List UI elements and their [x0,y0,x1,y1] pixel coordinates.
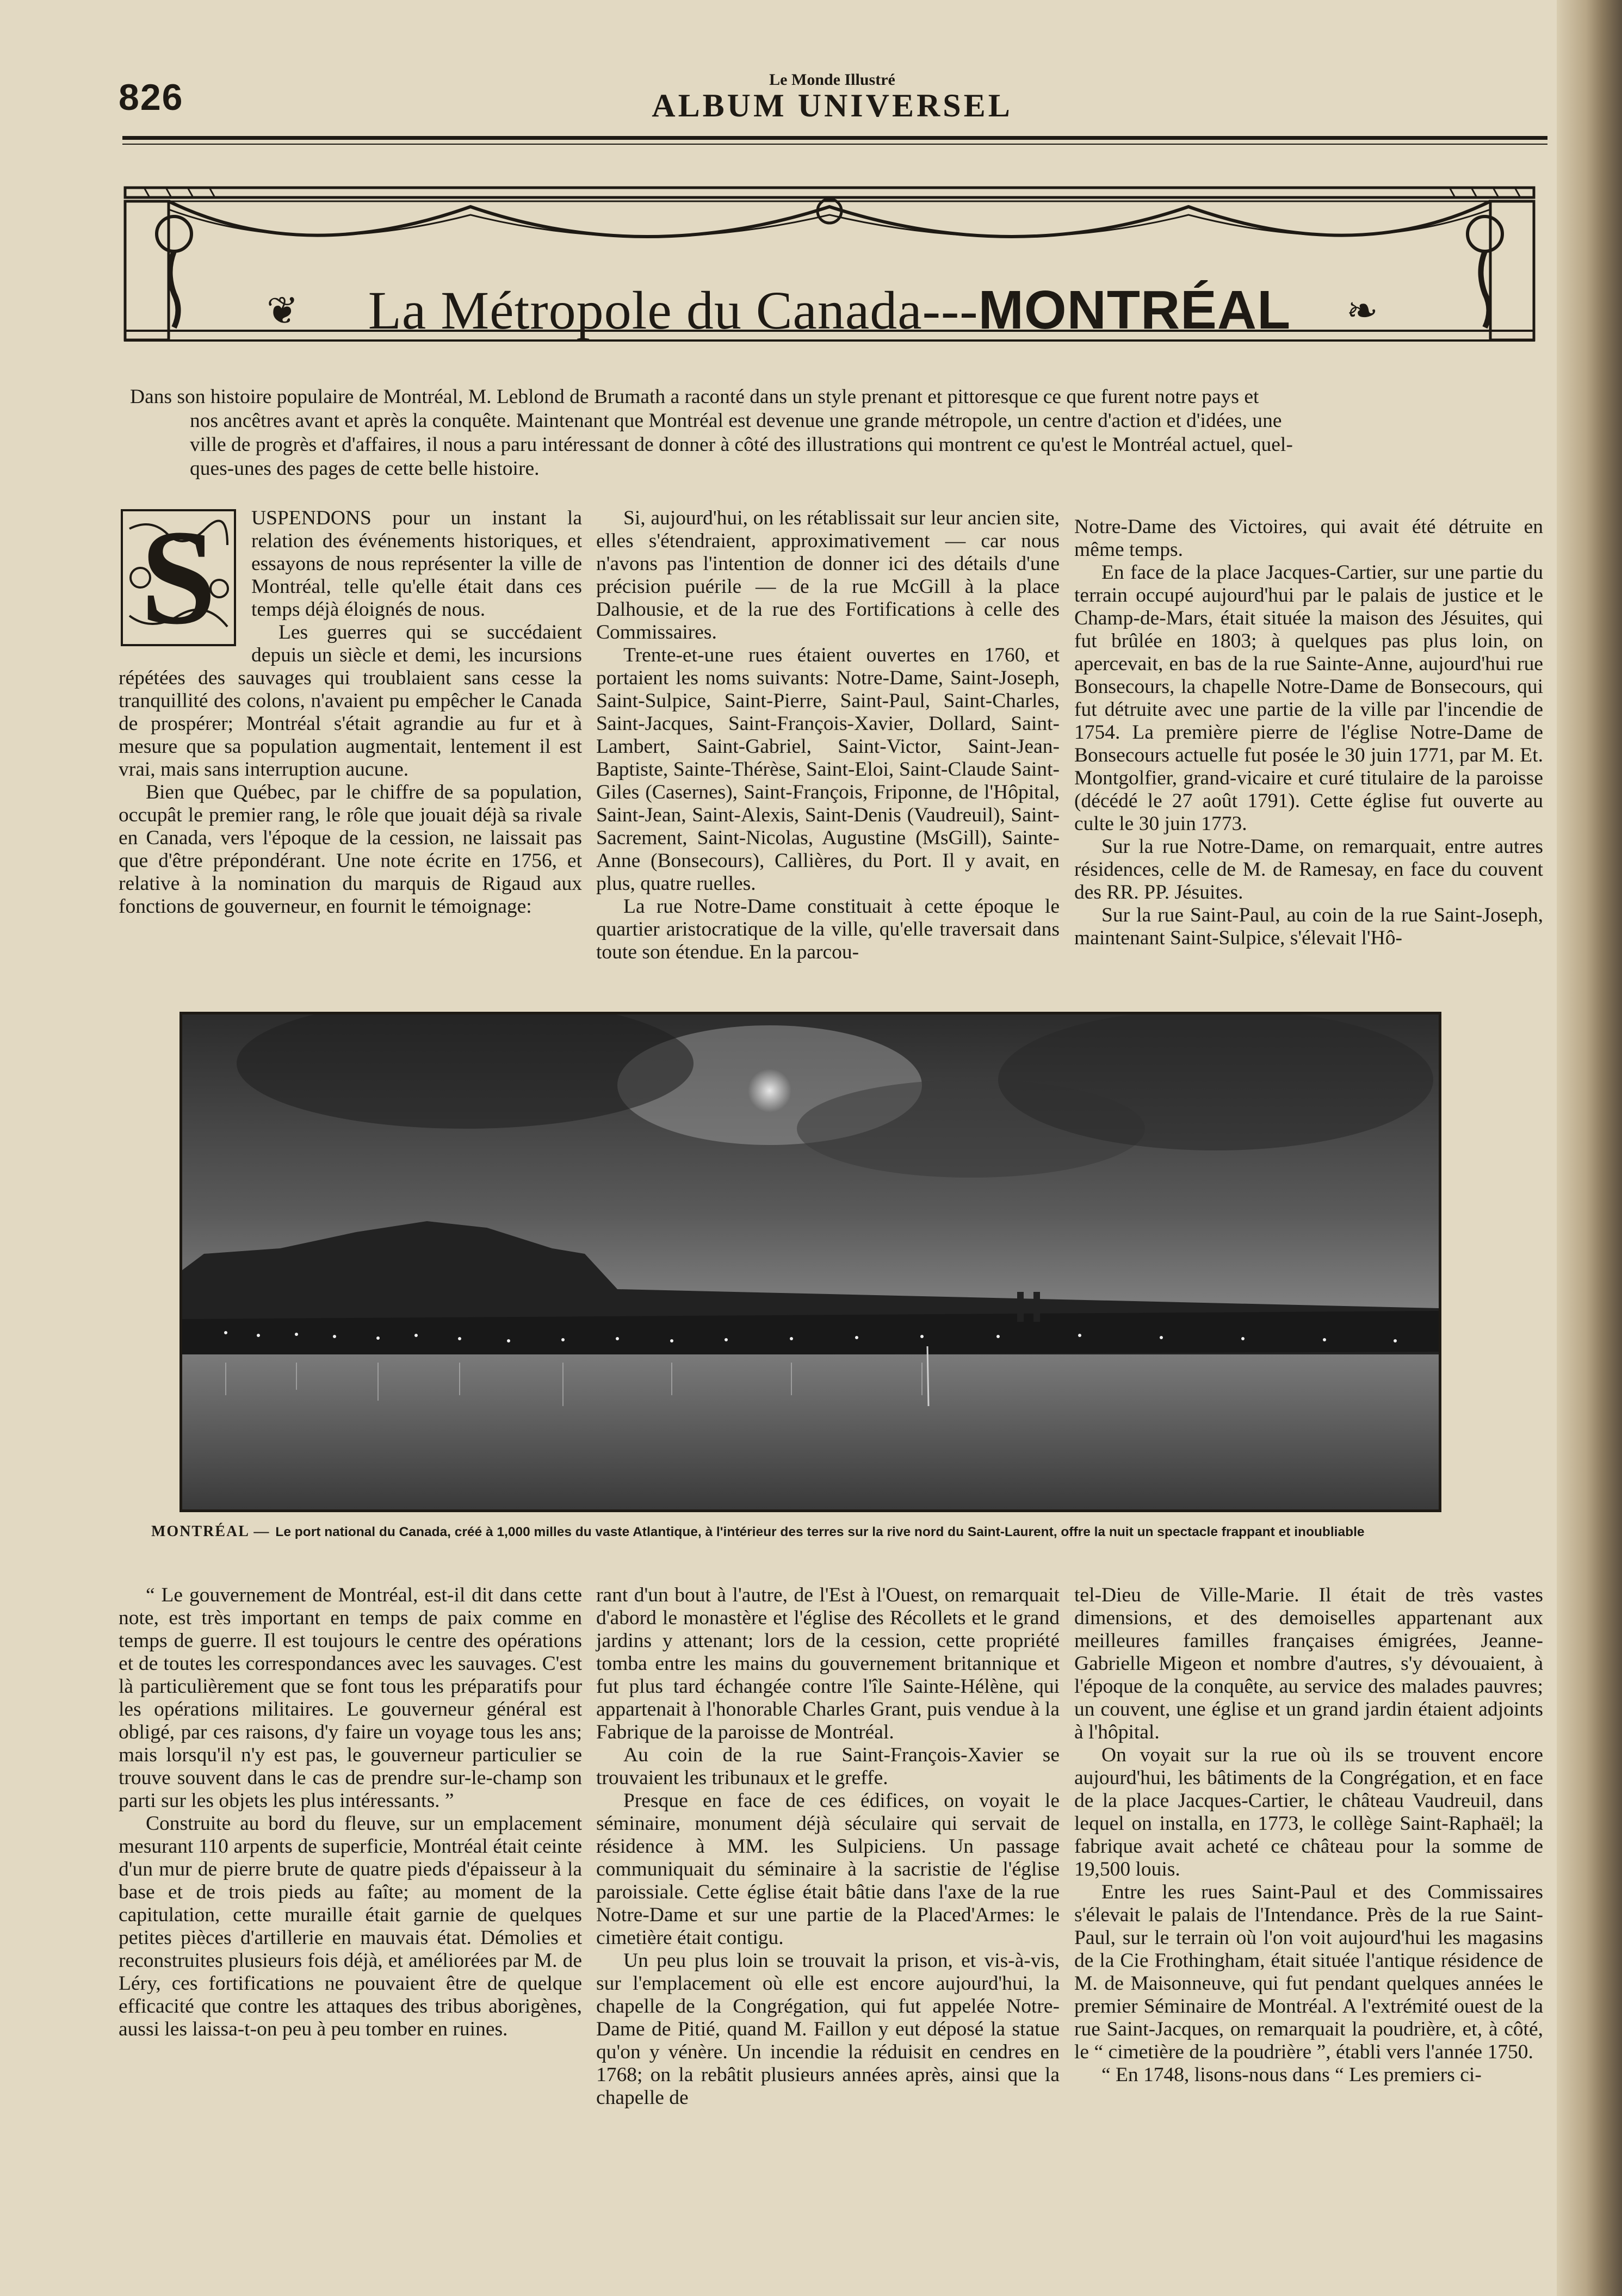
paragraph: USPENDONS pour un instant la relation des événements historiques, et essayons de nous représenter la ville de Montréal, telle qu'elle était dans ces temps déjà éloignés de nous. [251,507,582,621]
page-gutter-shadow [1557,0,1622,2296]
column-2-top [596,507,1060,964]
paragraph: On voyait sur la rue où ils se trouvent encore aujourd'hui, les bâtiments de la Congrégation, et en face de la place Jacques-Cartier, le château Vaudreuil, dans lequel on installa, en 1773, le collège Saint-Raphaël; la fabrique avait acheté ce château pour la somme de 19,500 louis. [1074,1744,1543,1880]
headline-part-1: La Métropole du Canada--- [368,280,979,341]
paragraph: Sur la rue Notre-Dame, on remarquait, entre autres résidences, celle de M. de Ramesay, en face du couvent des RR. PP. Jésuites. [1074,836,1543,903]
column-1-top [119,502,582,918]
column-1-bottom [119,1584,582,2041]
caption-text: Le port national du Canada, créé à 1,000 milles du vaste Atlantique, à l'intérieur des terres sur la rive nord du Saint-Laurent, offre la nuit un spectacle frappant et inoubliable [275,1525,1365,1539]
paragraph: La rue Notre-Dame constituait à cette époque le quartier aristocratique de la ville, qu'elle traversait dans toute son étendue. En la parcou- [596,895,1060,963]
fleuron-right-icon: ❧ [1346,290,1378,332]
intro-paragraph [130,385,1531,481]
article-headline [122,277,1537,343]
photo-caption [151,1523,1489,1540]
intro-line: nos ancêtres avant et après la conquête. Maintenant que Montréal est devenue une grande métropole, un centre d'action et d'idées, une [190,410,1282,432]
intro-line: ques-unes des pages de cette belle histoire. [190,457,540,480]
paragraph: Presque en face de ces édifices, on voyait le séminaire, monument déjà séculaire qui servait de résidence à MM. les Sulpiciens. Un passage communiquait du séminaire à la sacristie de l'église paroissiale. Cette église était bâtie dans l'axe de la rue Notre-Dame et sur une partie de la Placed'Armes: le cimetière était contigu. [596,1790,1060,1949]
journal-subtitle: Le Monde Illustré [769,71,895,89]
intro-line: Dans son histoire populaire de Montréal, M. Leblond de Brumath a raconté dans un style prenant et pittoresque ce que furent notre pays et [130,386,1259,408]
page-number: 826 [119,77,184,118]
paragraph: Trente-et-une rues étaient ouvertes en 1760, et portaient les noms suivants: Notre-Dame, Saint-Joseph, Saint-Sulpice, Saint-Pierre, Saint-Paul, Saint-Charles, Saint-Jacques, Saint-François-Xavier, Dollard, Saint-Lambert, Saint-Gabriel, Saint-Victor, Saint-Jean-Baptiste, Sainte-Thérèse, Saint-Eloi, Saint-Claude Saint-Giles (Casernes), Saint-François, Friponne, de l'Hôpital, Saint-Jean, Saint-Alexis, Saint-Denis (Vaudreuil), Saint-Sacrement, Saint-Nicolas, Augustine (MsGill), Sainte-Anne (Bonsecours), Callières, du Port. Il y avait, en plus, quatre ruelles. [596,644,1060,895]
paragraph: Les guerres qui se succédaient depuis un siècle et demi, les incursions répétées des sauvages qui troublaient sans cesse la tranquillité des colons, n'avaient pu empêcher le Canada de prospérer; Montréal s'était agrandie au fur et à mesure que sa population augmentait, lentement il est vrai, mais sans interruption aucune. [119,621,582,781]
paragraph: “ En 1748, lisons-nous dans “ Les premiers ci- [1101,2064,1482,2086]
paragraph: tel-Dieu de Ville-Marie. Il était de très vastes dimensions, et des demoiselles appartenant aux meilleures familles françaises émigrées, Jeanne-Gabrielle Migeon et nombre d'autres, s'y dévouaient, à l'époque de la conquête, au service des malades pauvres; un couvent, une église et un grand jardin étaient adjoints à l'hôpital. [1074,1584,1543,1743]
drop-cap [119,502,238,653]
paragraph: Au coin de la rue Saint-François-Xavier se trouvaient les tribunaux et le greffe. [596,1744,1060,1789]
fleuron-left-icon: ❦ [267,290,299,332]
header-rule-thin [122,144,1547,145]
headline-part-2: MONTRÉAL [978,280,1291,341]
paragraph: Bien que Québec, par le chiffre de sa population, occupât le premier rang, le rôle que jouait déjà sa rivale en Canada, vers l'époque de la cession, ne laissait pas que d'être prépondérant. Une note écrite en 1756, et relative à la nomination du marquis de Rigaud aux fonctions de gouverneur, en fournit le témoignage: [119,781,582,918]
paragraph: Notre-Dame des Victoires, qui avait été détruite en même temps. [1074,516,1543,561]
column-2-bottom [596,1584,1060,2109]
column-3-bottom [1074,1584,1543,2087]
header-rule [122,136,1547,140]
column-3-top [1074,516,1543,950]
paragraph: En face de la place Jacques-Cartier, sur une partie du terrain occupé aujourd'hui par le palais de justice et le Champ-de-Mars, était située la maison des Jésuites, qui fut brûlée en 1803; à quelques pas plus loin, on apercevait, en bas de la rue Sainte-Anne, aujourd'hui rue Bonsecours, la chapelle Notre-Dame de Bonsecours, qui fut détruite avec une partie de la ville par l'incendie de 1754. La première pierre de l'église Notre-Dame de Bonsecours actuelle fut posée le 30 juin 1771, par M. Et. Montgolfier, grand-vicaire et curé titulaire de la paroisse (décédé le 27 août 1791). Cette église fut ouverte au culte le 30 juin 1773. [1074,561,1543,835]
paragraph: Si, aujourd'hui, on les rétablissait sur leur ancien site, elles s'étendraient, approximativement — car nous n'avons pas l'intention de donner ici des détails d'une précision puérile — de la rue McGill à la place Dalhousie, et de la rue des Fortifications à celle des Commissaires. [596,507,1060,643]
caption-lead: MONTRÉAL — [151,1523,270,1540]
paragraph: rant d'un bout à l'autre, de l'Est à l'Ouest, on remarquait d'abord le monastère et l'église des Récollets et le grand jardins y attenant; lors de la cession, cette propriété tomba entre les mains du gouvernement britannique et fut plus tard échangée contre l'île Sainte-Hélène, qui appartenait à l'honorable Charles Grant, puis vendue à la Fabrique de la paroisse de Montréal. [596,1584,1060,1743]
paragraph: “ Le gouvernement de Montréal, est-il dit dans cette note, est très important en temps de paix comme en temps de guerre. Il est toujours le centre des opérations et de toutes les correspondances avec les sauvages. C'est là particulièrement que se font tous les préparatifs pour les opérations militaires. Le gouverneur général est obligé, par ces raisons, d'y faire un voyage tous les ans; mais lorsqu'il n'y est pas, le gouverneur particulier se trouve souvent dans le cas de prendre sur-le-champ son parti sur les objets les plus intéressants. ” [119,1584,582,1812]
harbour-scene-image [182,1014,1439,1509]
paragraph: Un peu plus loin se trouvait la prison, et vis-à-vis, sur l'emplacement où elle est encore aujourd'hui, la chapelle de la Congrégation, qui fut appelée Notre-Dame de Pitié, quand M. Faillon y eut déposé la statue qu'on y vénère. Un incendie la réduisit en cendres en 1768; on la rebâtit plusieurs années après, ainsi que la chapelle de [596,1950,1060,2109]
journal-title: ALBUM UNIVERSEL [652,88,1013,123]
drop-cap-letter: S [140,502,216,653]
night-harbour-photo [179,1012,1441,1512]
intro-line: ville de progrès et d'affaires, il nous a paru intéressant de donner à côté des illustrations qui montrent ce qu'est le Montréal actuel, quel- [190,434,1293,456]
paragraph: Sur la rue Saint-Paul, au coin de la rue Saint-Joseph, maintenant Saint-Sulpice, s'élevait l'Hô- [1074,904,1543,949]
paragraph: Construite au bord du fleuve, sur un emplacement mesurant 110 arpents de superficie, Montréal était ceinte d'un mur de pierre brute de quatre pieds d'épaisseur à la base et de trois pieds au faîte; au moment de la capitulation, cette muraille était garnie de quelques petites pièces d'artillerie en mauvais état. Démolies et reconstruites plusieurs fois déjà, et améliorées par M. de Léry, ces fortifications ne pouvaient être de quelque efficacité que contre les attaques des tribus aborigènes, aussi les laissa-t-on peu à peu tomber en ruines. [119,1812,582,2040]
paragraph: Entre les rues Saint-Paul et des Commissaires s'élevait le palais de l'Intendance. Près de la rue Saint-Paul, sur le terrain où l'on voit aujourd'hui les magasins de la Cie Frothingham, était située l'antique résidence de M. de Maisonneuve, qui fut pendant quelques années le premier Séminaire de Montréal. A l'extrémité ouest de la rue Saint-Jacques, on remarquait la poudrière, et, à côté, le “ cimetière de la poudrière ”, établi vers l'année 1750. [1074,1881,1543,2063]
